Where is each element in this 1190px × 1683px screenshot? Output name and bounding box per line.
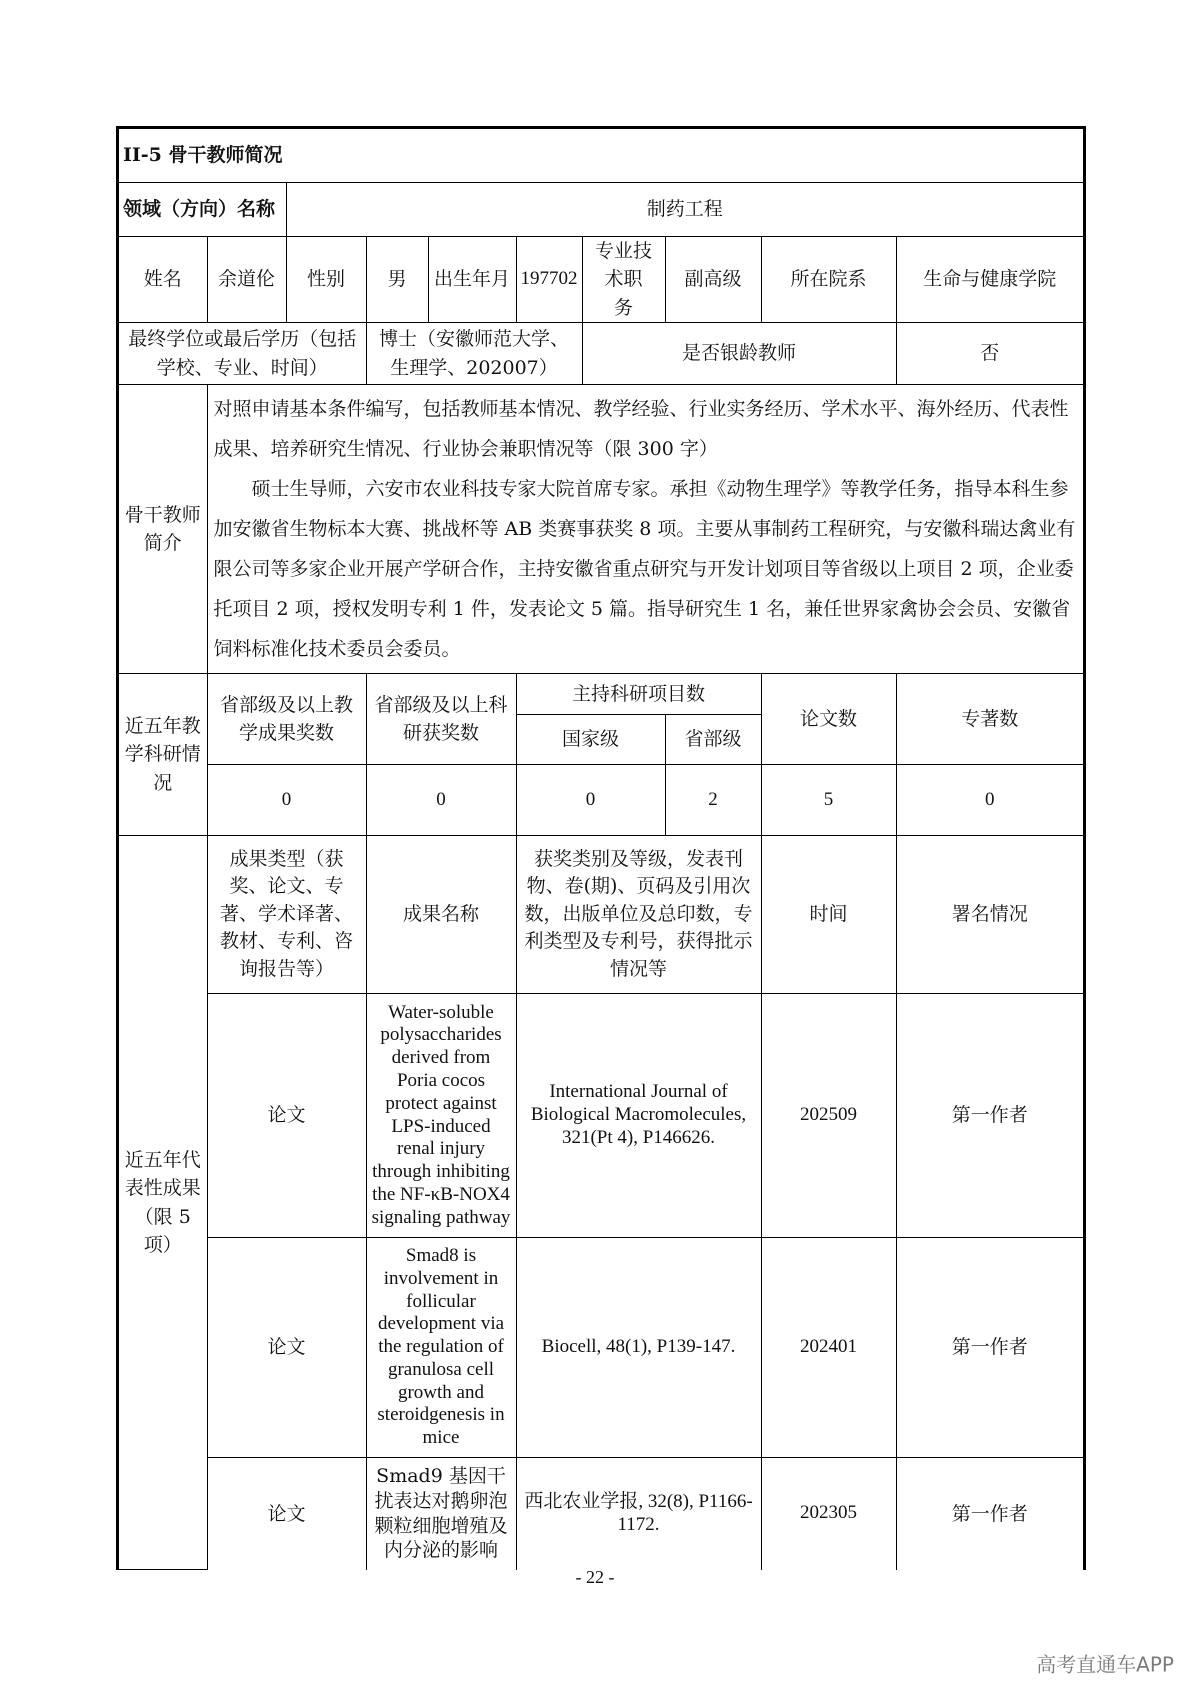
- research-awards-header: 省部级及以上科研获奖数: [366, 674, 516, 765]
- watermark: 高考直通车APP: [1036, 1652, 1174, 1677]
- field-value: 制药工程: [286, 182, 1083, 236]
- books-header: 专著数: [896, 674, 1083, 765]
- achievement-detail: Biocell, 48(1), P139-147.: [516, 1238, 761, 1458]
- achievement-time: 202401: [761, 1238, 896, 1458]
- achievement-detail: 西北农业学报, 32(8), P1166-1172.: [516, 1458, 761, 1570]
- projects-header: 主持科研项目数: [516, 674, 761, 715]
- intro-text: 硕士生导师，六安市农业科技专家大院首席专家。承担《动物生理学》等教学任务，指导本科生参加安徽省生物标本大赛、挑战杯等 AB 类赛事获奖 8 项。主要从事制药工程研究，与安徽科瑞达禽业有限公司等多家企业开展产学研合作，主持安徽省重点研究与开发计划项目等省级以上项目 2 项，企业委托项目 2 项，授权发明专利 1 件，发表论文 5 篇。指导研究生 1 名，兼任世界家禽协会会员、安徽省饲料标准化技术委员会委员。: [213, 478, 1076, 660]
- achievement-row: [119, 994, 1083, 1238]
- intro-instruction: 对照申请基本条件编写，包括教师基本情况、教学经验、行业实务经历、学术水平、海外经历、代表性成果、培养研究生情况、行业协会兼职情况等（限 300 字）: [213, 398, 1069, 460]
- name-label: 姓名: [119, 236, 207, 323]
- research-awards-value: 0: [366, 765, 516, 836]
- title-label: 专业技术职 务: [582, 236, 665, 323]
- form-sheet: [116, 126, 1086, 1570]
- achievement-author-header: 署名情况: [896, 836, 1083, 994]
- title-value: 副高级: [665, 236, 761, 323]
- papers-header: 论文数: [761, 674, 896, 765]
- gender-value: 男: [366, 236, 428, 323]
- achievement-type: 论文: [207, 1458, 366, 1570]
- achievement-time: 202509: [761, 994, 896, 1238]
- degree-label: 最终学位或最后学历（包括学校、专业、时间）: [119, 323, 366, 385]
- achievement-name: Water-soluble polysaccharides derived from Poria cocos protect against LPS-induced renal injury through inhibiting the NF-κB-NOX4 signaling pathway: [366, 994, 516, 1238]
- achievement-name: Smad9 基因干扰表达对鹅卵泡颗粒细胞增殖及内分泌的影响: [366, 1458, 516, 1570]
- intro-cell: [207, 385, 1083, 674]
- intro-label: 骨干教师简介: [119, 385, 207, 674]
- provincial-projects-value: 2: [665, 765, 761, 836]
- achievement-detail-header: 获奖类别及等级，发表刊物、卷(期)、页码及引用次数，出版单位及总印数，专利类型及专利号，获得批示情况等: [516, 836, 761, 994]
- dept-value: 生命与健康学院: [896, 236, 1083, 323]
- achievements-label: 近五年代表性成果（限 5 项）: [119, 836, 207, 1570]
- degree-value: 博士（安徽师范大学、生理学、202007）: [366, 323, 582, 385]
- national-projects-value: 0: [516, 765, 665, 836]
- birth-value: 197702: [516, 236, 582, 323]
- achievement-time: 202305: [761, 1458, 896, 1570]
- silver-teacher-label: 是否银龄教师: [582, 323, 896, 385]
- achievement-type: 论文: [207, 994, 366, 1238]
- page-number: - 22 -: [575, 1567, 615, 1587]
- field-label: 领域（方向）名称: [119, 182, 286, 236]
- papers-value: 5: [761, 765, 896, 836]
- achievement-time-header: 时间: [761, 836, 896, 994]
- birth-label: 出生年月: [428, 236, 516, 323]
- achievement-row: [119, 1238, 1083, 1458]
- achievement-detail: International Journal of Biological Macromolecules, 321(Pt 4), P146626.: [516, 994, 761, 1238]
- section-title: II-5 骨干教师简况: [119, 129, 1083, 182]
- research-label: 近五年教学科研情况: [119, 674, 207, 836]
- achievement-author: 第一作者: [896, 1458, 1083, 1570]
- achievement-author: 第一作者: [896, 994, 1083, 1238]
- achievement-row: [119, 1458, 1083, 1570]
- achievement-type: 论文: [207, 1238, 366, 1458]
- teacher-profile-table: [119, 129, 1083, 1570]
- name-value: 余道伦: [207, 236, 286, 323]
- national-header: 国家级: [516, 715, 665, 765]
- teaching-awards-value: 0: [207, 765, 366, 836]
- achievement-name: Smad8 is involvement in follicular development via the regulation of granulosa cell growth and steroidgenesis in mice: [366, 1238, 516, 1458]
- books-value: 0: [896, 765, 1083, 836]
- teaching-awards-header: 省部级及以上教学成果奖数: [207, 674, 366, 765]
- silver-teacher-value: 否: [896, 323, 1083, 385]
- dept-label: 所在院系: [761, 236, 896, 323]
- gender-label: 性别: [286, 236, 366, 323]
- provincial-header: 省部级: [665, 715, 761, 765]
- achievement-name-header: 成果名称: [366, 836, 516, 994]
- achievement-author: 第一作者: [896, 1238, 1083, 1458]
- achievement-type-header: 成果类型（获奖、论文、专著、学术译著、教材、专利、咨询报告等）: [207, 836, 366, 994]
